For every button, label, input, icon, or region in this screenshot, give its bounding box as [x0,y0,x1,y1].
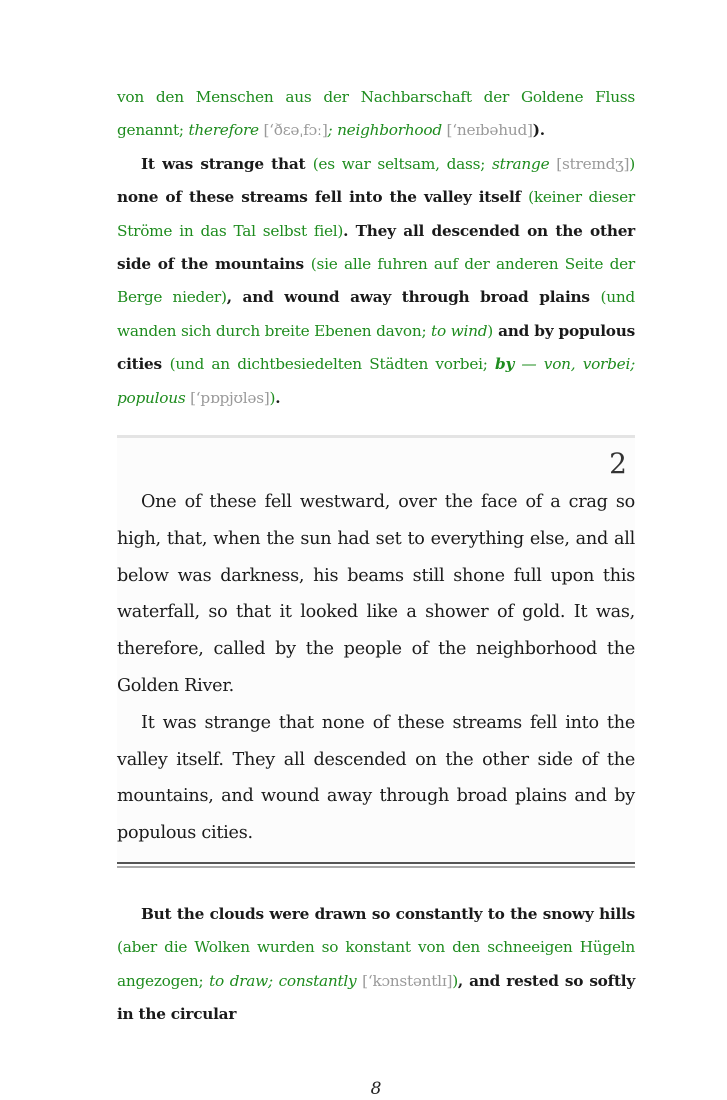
german-gloss: (es war seltsam, dass; [312,154,492,173]
german-gloss: (aber die Wolken wurden so konstant von den schneeigen Hügeln angezogen; [117,938,635,990]
bilingual-paragraph [117,81,635,148]
german-gloss: ) [269,388,276,407]
german-gloss: (und an dichtbesiedelten Städten vorbei; [169,355,496,374]
german-gloss: ) [629,154,635,173]
original-paragraph: One of these fell westward, over the face of a crag so high, that, when the sun had set to everything else, and all below was darkness, his beams still shone full upon this waterfall, so that it looked like a shower of gold. It was, therefore, called by the people of the neighborhood the Golden River. [117,492,635,697]
english-text: . [275,388,281,407]
german-gloss: ) [452,971,458,990]
page-number: 8 [370,1078,382,1099]
german-gloss: (und wanden sich durch breite Ebenen davon; [117,288,635,340]
gloss-keyword: therefore [188,121,259,140]
english-text: , and rested so softly in the circular [117,971,635,1024]
box-divider [117,862,635,868]
transcription: [streɪndʒ] [556,154,630,173]
english-text: none of these streams fell into the valley itself [117,188,529,207]
transcription: [‘kɔnstəntlɪ] [362,971,453,990]
english-text: , and wound away through broad plains [226,288,601,307]
bilingual-text-bottom [117,898,635,1032]
bilingual-text-top [117,81,635,415]
english-text: But the clouds were drawn so constantly to the snowy hills [141,905,635,924]
gloss-keyword: — von, vorbei; populous [117,355,635,407]
english-text: ). [532,121,545,140]
german-gloss: ) [487,321,493,340]
gloss-keyword: by [495,355,515,374]
original-text-box [117,435,635,862]
english-text: . They all descended on the other side of the mountains [117,221,635,274]
transcription: [‘neɪbəhud] [446,121,533,140]
page-column [117,81,635,1100]
transcription: [‘ðɛəˌfɔː] [263,121,328,140]
german-gloss: (keiner dieser Ströme in das Tal selbst fiel) [117,188,635,240]
gloss-keyword: ; neighborhood [327,121,442,140]
german-gloss: (sie alle fuhren auf der anderen Seite der Berge nieder) [117,255,635,307]
bilingual-paragraph [117,898,635,1032]
gloss-keyword: strange [492,154,550,173]
english-text: and by populous cities [117,321,635,374]
original-paragraph: It was strange that none of these streams fell into the valley itself. They all descended on the other side of the mountains, and wound away through broad plains and by populous cities. [117,712,635,844]
english-text: It was strange that [141,154,313,173]
chapter-number: 2 [609,447,627,481]
gloss-keyword: to wind [431,321,488,340]
transcription: [‘pɒpjʊləs] [190,388,270,407]
gloss-keyword: to draw; constantly [209,971,357,990]
bilingual-paragraph [117,148,635,415]
german-gloss: von den Menschen aus der Nachbarschaft der Goldene Fluss genannt; [117,88,635,140]
